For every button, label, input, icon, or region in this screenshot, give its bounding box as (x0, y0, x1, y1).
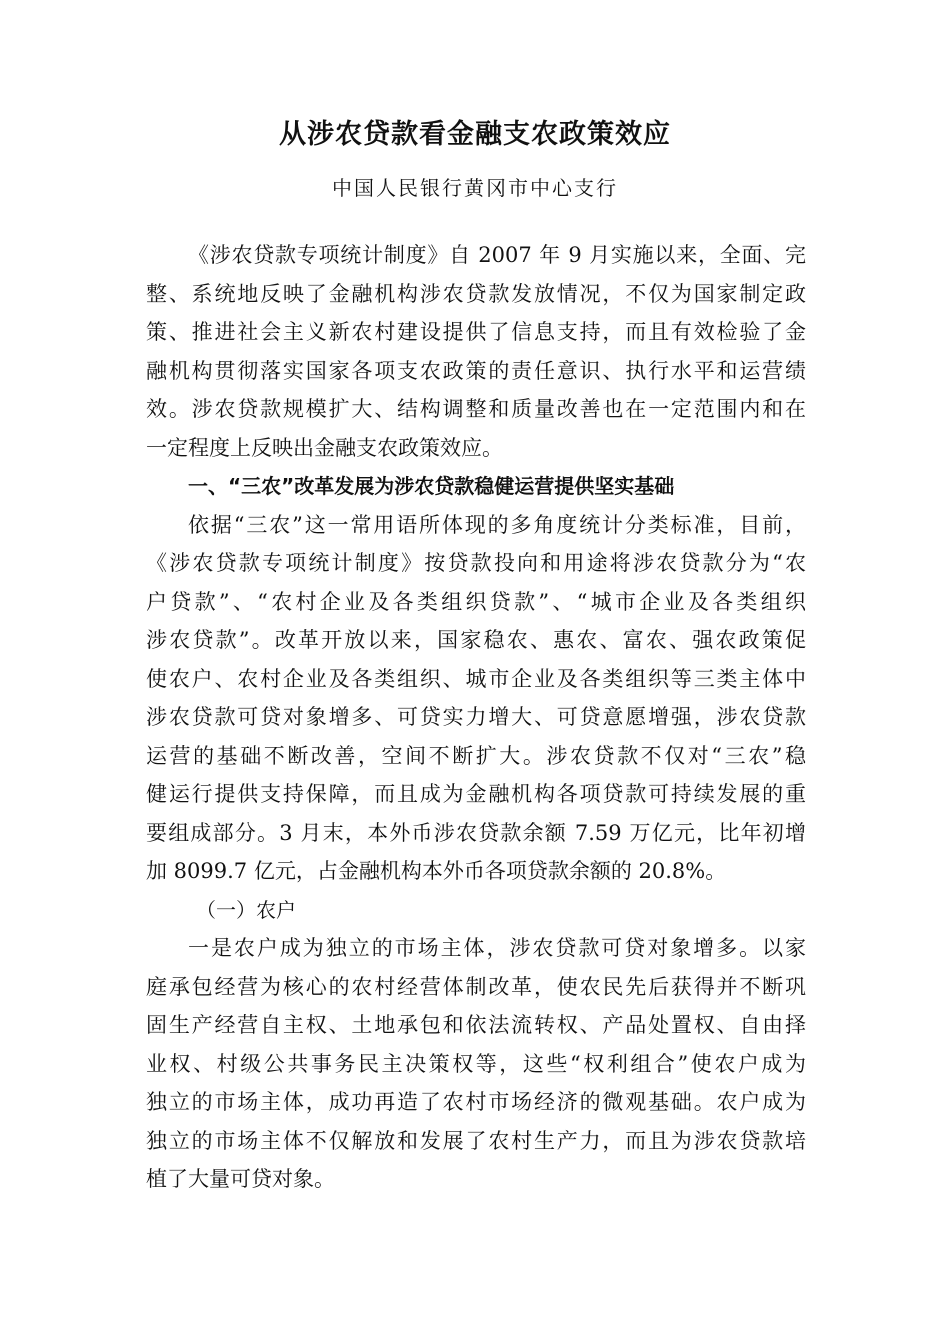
paragraph-line: 植了大量可贷对象。 (146, 1167, 335, 1191)
paragraph-line: 庭承包经营为核心的农村经营体制改革，使农民先后获得并不断巩 (146, 974, 806, 999)
paragraph-line: 效。涉农贷款规模扩大、结构调整和质量改善也在一定范围内和在 (146, 397, 806, 421)
paragraph-line: 运营的基础不断改善，空间不断扩大。涉农贷款不仅对“三农”稳 (146, 743, 806, 768)
document-title: 从涉农贷款看金融支农政策效应 (279, 119, 671, 150)
paragraph-line: 涉农贷款可贷对象增多、可贷实力增大、可贷意愿增强，涉农贷款 (146, 705, 806, 729)
section-heading: 一、“三农”改革发展为涉农贷款稳健运营提供坚实基础 (188, 474, 675, 498)
paragraph-line: 独立的市场主体，成功再造了农村市场经济的微观基础。农户成为 (146, 1090, 806, 1114)
subsection-heading: （一）农户 (196, 897, 296, 922)
paragraph-line: 一是农户成为独立的市场主体，涉农贷款可贷对象增多。以家 (188, 936, 806, 960)
paragraph-line: 固生产经营自主权、土地承包和依法流转权、产品处置权、自由择 (146, 1013, 806, 1037)
paragraph-line: 使农户、农村企业及各类组织、城市企业及各类组织等三类主体中 (146, 666, 806, 691)
paragraph-line: 加 8099.7 亿元，占金融机构本外币各项贷款余额的 20.8%。 (146, 859, 727, 883)
paragraph-line: 《涉农贷款专项统计制度》自 2007 年 9 月实施以来，全面、完 (188, 243, 806, 267)
paragraph-line: 涉农贷款”。改革开放以来，国家稳农、惠农、富农、强农政策促 (146, 628, 806, 652)
document-subtitle: 中国人民银行黄冈市中心支行 (332, 176, 618, 200)
paragraph-line: 健运行提供支持保障，而且成为金融机构各项贷款可持续发展的重 (146, 782, 806, 806)
paragraph-line: 策、推进社会主义新农村建设提供了信息支持，而且有效检验了金 (146, 320, 806, 344)
paragraph-line: 业权、村级公共事务民主决策权等，这些“权利组合”使农户成为 (146, 1051, 806, 1076)
document-body (146, 236, 806, 1199)
paragraph-line: 整、系统地反映了金融机构涉农贷款发放情况，不仅为国家制定政 (146, 281, 806, 306)
paragraph-line: 户贷款”、“农村企业及各类组织贷款”、“城市企业及各类组织 (146, 589, 806, 614)
paragraph-line: 一定程度上反映出金融支农政策效应。 (146, 435, 503, 460)
paragraph-line: 独立的市场主体不仅解放和发展了农村生产力，而且为涉农贷款培 (146, 1128, 806, 1153)
paragraph-line: 融机构贯彻落实国家各项支农政策的责任意识、执行水平和运营绩 (146, 358, 806, 383)
paragraph-line: 《涉农贷款专项统计制度》按贷款投向和用途将涉农贷款分为“农 (146, 551, 806, 575)
paragraph-line: 依据“三农”这一常用语所体现的多角度统计分类标准，目前， (188, 512, 806, 537)
paragraph-line: 要组成部分。3 月末，本外币涉农贷款余额 7.59 万亿元，比年初增 (146, 820, 806, 845)
